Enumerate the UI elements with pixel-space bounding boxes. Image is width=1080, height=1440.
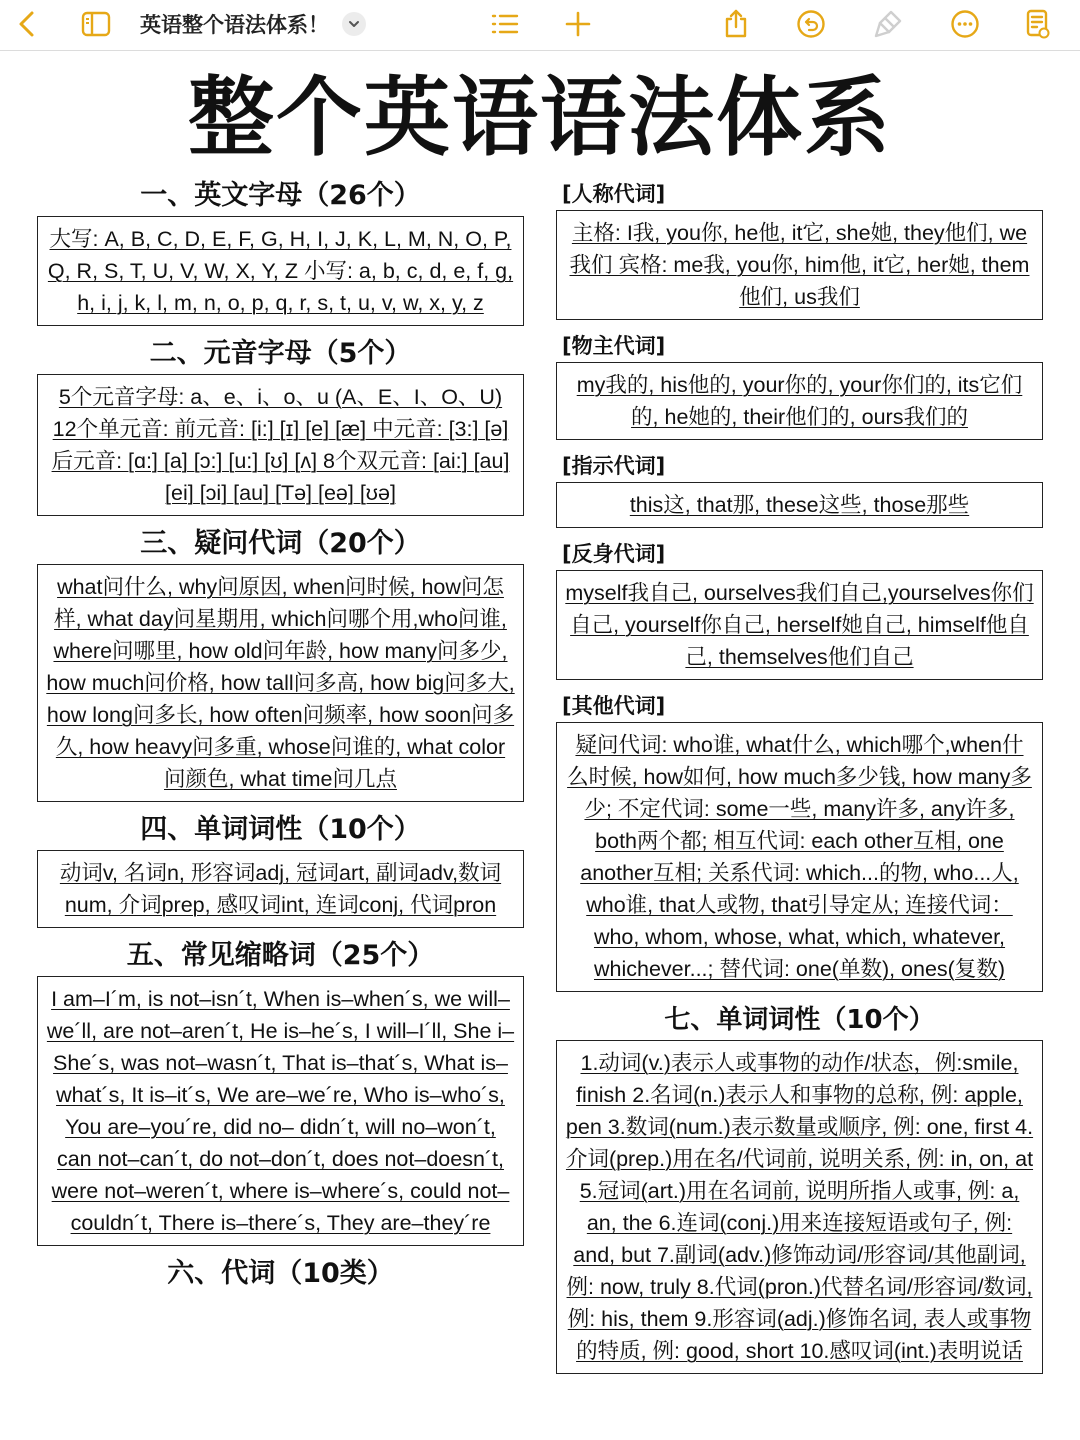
page-headline: 整个英语语法体系 — [188, 68, 892, 168]
subheading-personal-pronouns: [人称代词] — [562, 182, 666, 206]
text-reflexive-pronouns: myself我自己, ourselves我们自己,yourselves你们自己, yourself你自己, herself她自己, himself他自己, themselves他们自己 — [565, 581, 1034, 669]
section-heading-word-classes: 七、单词词性（10个） — [664, 1005, 935, 1035]
box-possessive-pronouns — [556, 362, 1043, 440]
section-heading-pronouns: 六、代词（10类） — [167, 1258, 394, 1289]
text-possessive-pronouns: my我的, his他的, your你的, your你们的, its它们的, he她的, their他们的, ours我们的 — [576, 373, 1023, 429]
right-column — [556, 178, 1043, 1374]
list-icon[interactable] — [485, 4, 525, 44]
share-icon[interactable] — [716, 4, 756, 44]
subheading-demonstrative-pronouns: [指示代词] — [562, 454, 666, 478]
document-icon[interactable] — [1017, 4, 1057, 44]
chevron-left-icon[interactable] — [8, 4, 48, 44]
section-text-word-classes: 1.动词(v.)表示人或事物的动作/状态，例:smile, finish 2.名词(n.)表示人和事物的总称, 例: apple, pen 3.数词(num.)表示数量或顺序, 例: one, first 4.介词(prep.)用在名/代词前, 说明关系, 例: in, on, at 5.冠词(art.)用在名词前, 说明所指人或事, 例: a, an, the 6.连词(conj.)用来连接短语或句子, 例: and, but 7.副词(adv.)修饰动词/形容词/其他副词, 例: now, truly 8.代词(pron.)代替名词/形容词/数词, 例: his, them 9.形容词(adj.)修饰名词, 表人或事物的特质, 例: good, short 10.感叹词(int.)表明说话 — [565, 1051, 1034, 1363]
section-heading-contractions: 五、常见缩略词（25个） — [126, 940, 435, 971]
section-box-interrogatives — [37, 564, 524, 802]
box-reflexive-pronouns — [556, 570, 1043, 680]
section-heading-letters: 一、英文字母（26个） — [140, 180, 421, 211]
text-personal-pronouns: 主格: I我, you你, he他, it它, she她, they他们, we我们 宾格: me我, you你, him他, it它, her她, them 他们, us我们 — [569, 221, 1030, 309]
section-box-vowels — [37, 374, 524, 516]
chevron-down-icon[interactable] — [342, 12, 366, 36]
plus-icon[interactable] — [558, 4, 598, 44]
left-column — [37, 176, 524, 1294]
section-text-interrogatives: what问什么, why问原因, when问时候, how问怎样, what day问星期用, which问哪个用,who问谁, where问哪里, how old问年龄, how many问多少, how much问价格, how tall问多高, how big问多大, how long问多长, how often问频率, how soon问多久, how heavy问多重, whose问谁的, what color问颜色, what time问几点 — [46, 575, 515, 791]
section-box-contractions — [37, 976, 524, 1246]
section-text-contractions: I am–I´m, is not–isn´t, When is–when´s, we will–we´ll, are not–aren´t, He is–he´s, I will–I´ll, She i–She´s, was not–wasn´t, That is–that´s, What is–what´s, It is–it´s, We are–we´re, Who is–who´s, You are–you´re, did no– didn´t, will no–won´t, can not–can´t, do not–don´t, does not–doesn´t, were not–weren´t, where is–where´s, could not–couldn´t, There is–there´s, They are–they´re — [46, 987, 515, 1235]
section-box-word-classes — [556, 1040, 1043, 1374]
section-text-parts-of-speech: 动词v, 名词n, 形容词adj, 冠词art, 副词adv,数词num, 介词prep, 感叹词int, 连词conj, 代词pron — [59, 861, 502, 917]
section-heading-interrogatives: 三、疑问代词（20个） — [140, 528, 421, 559]
box-personal-pronouns — [556, 210, 1043, 320]
section-text-vowels: 5个元音字母: a、e、i、o、u (A、E、I、O、U) 12个单元音: 前元音: [i:] [ɪ] [e] [æ] 中元音: [3:] [ə] 后元音: [ɑ:] [a] [ɔ:] [u:] [ʊ] [ʌ] 8个双元音: [ai:] [au] [ei] [ɔi] [au] [Tə] [eə] [ʊə] — [51, 385, 510, 505]
subheading-reflexive-pronouns: [反身代词] — [562, 542, 666, 566]
document-title[interactable]: 英语整个语法体系！ — [140, 13, 329, 37]
undo-icon[interactable] — [791, 4, 831, 44]
section-text-letters: 大写: A, B, C, D, E, F, G, H, I, J, K, L, M, N, O, P, Q, R, S, T, U, V, W, X, Y, Z 小写: a, b, c, d, e, f, g, h, i, j, k, l, m, n, o, p, q, r, s, t, u, v, w, x, y, z — [47, 227, 514, 315]
text-demonstrative-pronouns: this这, that那, these这些, those那些 — [629, 493, 970, 517]
section-heading-parts-of-speech: 四、单词词性（10个） — [140, 814, 421, 845]
more-icon[interactable] — [945, 4, 985, 44]
box-other-pronouns — [556, 722, 1043, 992]
section-heading-vowels: 二、元音字母（5个） — [149, 338, 412, 369]
toolbar — [0, 0, 1080, 51]
text-other-pronouns: 疑问代词: who谁, what什么, which哪个,when什么时候, how如何, how much多少钱, how many多少; 不定代词: some一些, many许多, any许多, both两个都; 相互代词: each other互相, one another互相; 关系代词: which...的物, who...人, who谁, that人或物, that引导定从; 连接代词：who, whom, whose, what, which, whatever, whichever...; 替代词: one(单数), ones(复数) — [567, 733, 1032, 981]
section-box-parts-of-speech — [37, 850, 524, 928]
section-box-letters — [37, 216, 524, 326]
sidebar-icon[interactable] — [76, 4, 116, 44]
brush-icon[interactable] — [868, 4, 908, 44]
subheading-other-pronouns: [其他代词] — [562, 694, 666, 718]
subheading-possessive-pronouns: [物主代词] — [562, 334, 666, 358]
box-demonstrative-pronouns — [556, 482, 1043, 528]
